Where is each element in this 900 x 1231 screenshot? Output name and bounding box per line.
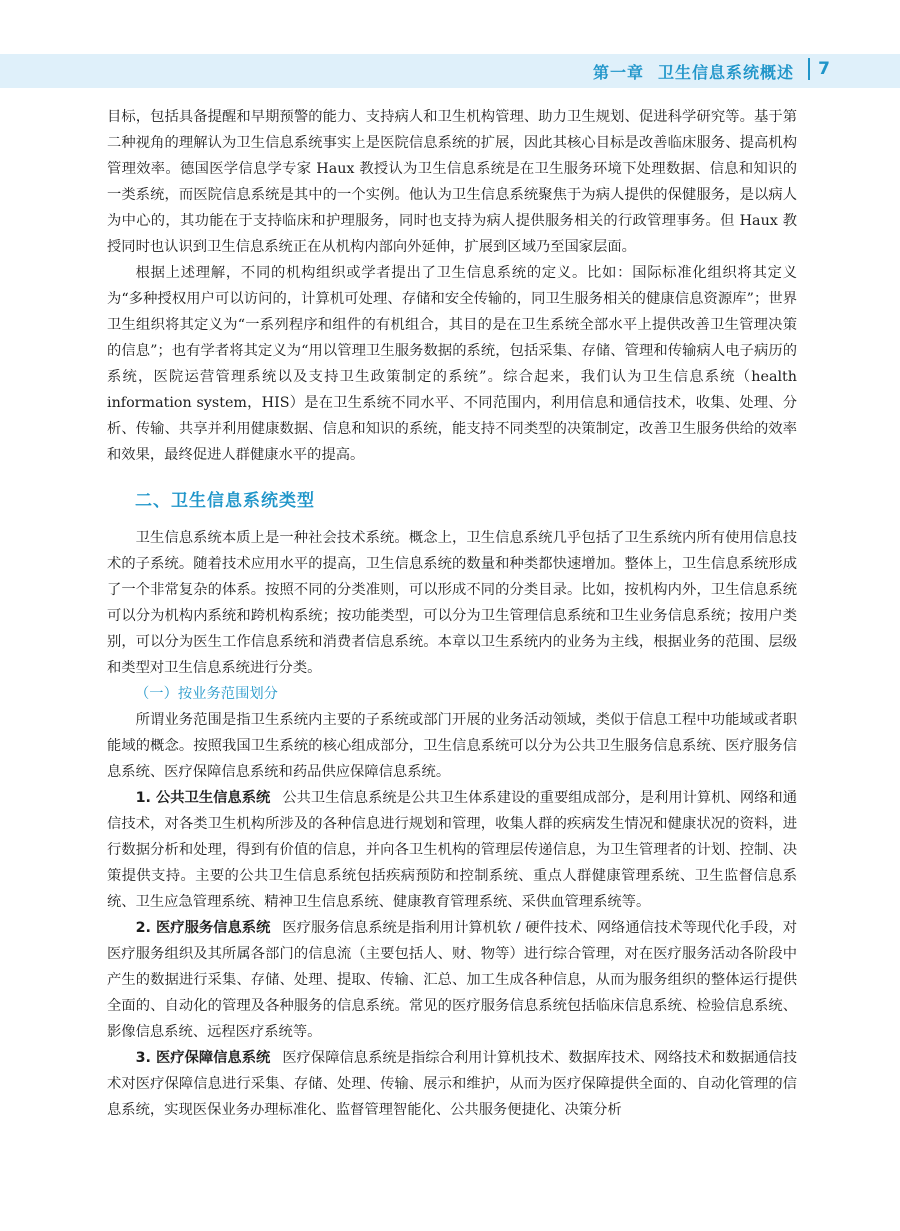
paragraph-continued: 目标，包括具备提醒和早期预警的能力、支持病人和卫生机构管理、助力卫生规划、促进科学研究等。基于第二种视角的理解认为卫生信息系统事实上是医院信息系统的扩展，因此其核心目标是改善临床服务、提高机构管理效率。德国医学信息学专家 Haux 教授认为卫生信息系统是在卫生服务环境下处理数据、信息和知识的一类系统，而医院信息系统是其中的一个实例。他认为卫生信息系统聚焦于为病人提供的保健服务，是以病人为中心的，其功能在于支持临床和护理服务，同时也支持为病人提供服务相关的行政管理事务。但 Haux 教授同时也认识到卫生信息系统正在从机构内部向外延伸，扩展到区域乃至国家层面。: [107, 109, 797, 255]
page-number: 7: [818, 59, 830, 79]
paragraph-types-intro: 卫生信息系统本质上是一种社会技术系统。概念上，卫生信息系统几乎包括了卫生系统内所有使用信息技术的子系统。随着技术应用水平的提高，卫生信息系统的数量和种类都快速增加。整体上，卫生信息系统形成了一个非常复杂的体系。按照不同的分类准则，可以形成不同的分类目录。比如，按机构内外，卫生信息系统可以分为机构内系统和跨机构系统；按功能类型，可以分为卫生管理信息系统和卫生业务信息系统；按用户类别，可以分为医生工作信息系统和消费者信息系统。本章以卫生系统内的业务为主线，根据业务的范围、层级和类型对卫生信息系统进行分类。: [107, 530, 797, 676]
item-lead-public-health: 1. 公共卫生信息系统: [135, 790, 271, 806]
paragraph-business-scope: 所谓业务范围是指卫生系统内主要的子系统或部门开展的业务活动领域，类似于信息工程中功能域或者职能域的概念。按照我国卫生系统的核心组成部分，卫生信息系统可以分为公共卫生服务信息系统、医疗服务信息系统、医疗保障信息系统和药品供应保障信息系统。: [107, 712, 797, 780]
paragraph-medical-insurance: [107, 1045, 797, 1123]
page-body: [107, 104, 797, 1123]
subsection-heading: （一）按业务范围划分: [135, 686, 278, 702]
item-text-medical-insurance: 医疗保障信息系统是指综合利用计算机技术、数据库技术、网络技术和数据通信技术对医疗保障信息进行采集、存储、处理、传输、展示和维护，从而为医疗保障提供全面的、自动化管理的信息系统，实现医保业务办理标准化、监督管理智能化、公共服务便捷化、决策分析: [107, 1050, 798, 1118]
chapter-title: 卫生信息系统概述: [657, 63, 794, 82]
item-text-public-health: 公共卫生信息系统是公共卫生体系建设的重要组成部分，是利用计算机、网络和通信技术，对各类卫生机构所涉及的各种信息进行规划和管理，收集人群的疾病发生情况和健康状况的资料，进行数据分析和处理，得到有价值的信息，并向各卫生机构的管理层传递信息，为卫生管理者的计划、控制、决策提供支持。主要的公共卫生信息系统包括疾病预防和控制系统、重点人群健康管理系统、卫生监督信息系统、卫生应急管理系统、精神卫生信息系统、健康教育管理系统、采供血管理系统等。: [107, 790, 798, 910]
item-lead-medical-insurance: 3. 医疗保障信息系统: [135, 1050, 271, 1066]
paragraph-medical-service: [107, 915, 797, 1045]
item-text-medical-service: 医疗服务信息系统是指利用计算机软 / 硬件技术、网络通信技术等现代化手段，对医疗服务组织及其所属各部门的信息流（主要包括人、财、物等）进行综合管理，对在医疗服务活动各阶段中产生的数据进行采集、存储、处理、提取、传输、汇总、加工生成各种信息，从而为服务组织的整体运行提供全面的、自动化的管理及各种服务的信息系统。常见的医疗服务信息系统包括临床信息系统、检验信息系统、影像信息系统、远程医疗系统等。: [107, 920, 797, 1040]
chapter-label: 第一章: [592, 63, 644, 82]
item-lead-medical-service: 2. 医疗服务信息系统: [135, 920, 271, 936]
paragraph-public-health: [107, 785, 797, 915]
section-heading: 二、卫生信息系统类型: [135, 491, 315, 511]
running-header: [593, 60, 794, 83]
paragraph-definitions: 根据上述理解，不同的机构组织或学者提出了卫生信息系统的定义。比如：国际标准化组织将其定义为“多种授权用户可以访问的，计算机可处理、存储和安全传输的，同卫生服务相关的健康信息资源库”；世界卫生组织将其定义为“一系列程序和组件的有机组合，其目的是在卫生系统全部水平上提供改善卫生管理决策的信息”；也有学者将其定义为“用以管理卫生服务数据的系统，包括采集、存储、管理和传输病人电子病历的系统，医院运营管理系统以及支持卫生政策制定的系统”。综合起来，我们认为卫生信息系统（health information system，HIS）是在卫生系统不同水平、不同范围内，利用信息和通信技术，收集、处理、分析、传输、共享并利用健康数据、信息和知识的系统，能支持不同类型的决策制定，改善卫生服务供给的效率和效果，最终促进人群健康水平的提高。: [107, 265, 797, 463]
